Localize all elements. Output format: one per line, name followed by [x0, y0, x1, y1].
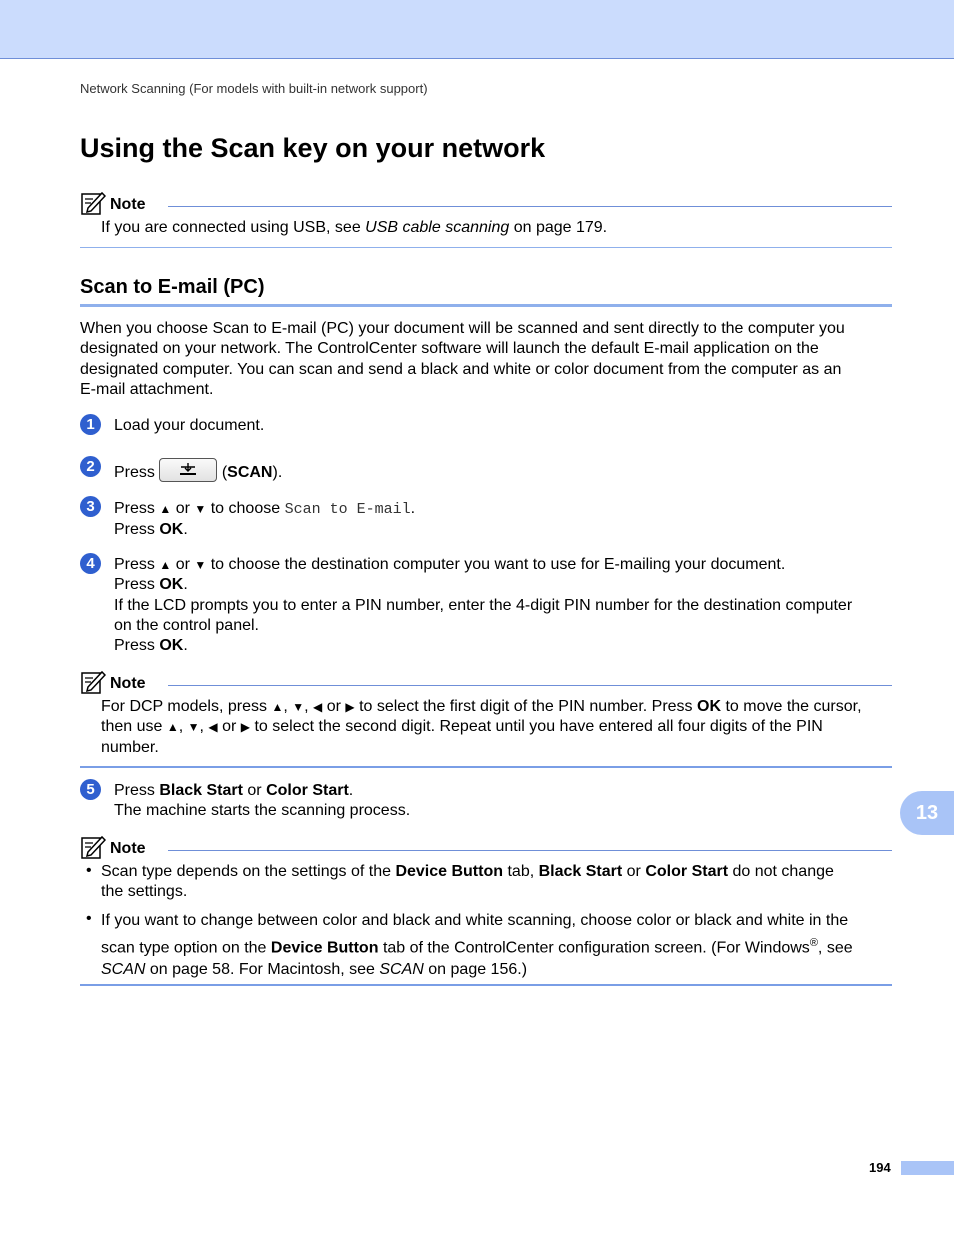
down-arrow-icon: ▼	[194, 558, 207, 572]
running-header: Network Scanning (For models with built-in network support)	[80, 81, 428, 96]
up-arrow-icon: ▲	[166, 720, 179, 735]
step-2-text: Press (SCAN).	[114, 458, 282, 483]
note-pencil-icon	[80, 834, 106, 860]
note-header	[80, 669, 892, 695]
step-1-text: Load your document.	[114, 417, 265, 434]
note-end-rule	[80, 766, 892, 768]
step-2-number: 2	[80, 456, 101, 477]
up-arrow-icon: ▲	[271, 700, 284, 714]
page-title: Using the Scan key on your network	[80, 133, 546, 163]
bullet: •	[86, 910, 92, 927]
note-header	[80, 834, 892, 860]
section-title: Scan to E-mail (PC)	[80, 276, 265, 298]
step-4-text: Press ▲ or ▼ to choose the destination computer you want to use for E-mailing your document. Press OK. If the LCD prompts you to enter a PIN number, enter the 4-digit PIN number for the destination computer on the control panel. Press OK.	[114, 556, 853, 655]
step-1-number: 1	[80, 414, 101, 435]
up-arrow-icon: ▲	[159, 558, 172, 572]
step-3-text: Press ▲ or ▼ to choose Scan to E-mail. Press OK.	[114, 500, 416, 539]
step-3-number: 3	[80, 496, 101, 517]
chapter-tab[interactable]: 13	[900, 791, 954, 835]
note-bullet-2: If you want to change between color and black and white scanning, choose color or black and white in the scan type option on the Device Button tab of the ControlCenter configuration screen. (For Windows®, see SCAN on page 58. For Macintosh, see SCAN on page 156.)	[101, 912, 853, 979]
note-pin-text: For DCP models, press ▲, ▼, ◀ or ▶ to select the first digit of the PIN number. Press OK to move the cursor, then use ▲, ▼, ◀ or ▶ to select the second digit. Repeat until you have entered all four digits of the PIN number.	[101, 698, 862, 756]
note-end-rule	[80, 984, 892, 986]
note-pencil-icon	[80, 190, 106, 216]
note-label: Note	[110, 196, 146, 213]
lcd-text: Scan to E-mail	[284, 501, 411, 518]
down-arrow-icon: ▼	[187, 720, 200, 735]
note-rule	[168, 685, 892, 686]
right-arrow-icon: ▶	[240, 720, 251, 735]
note-rule	[168, 206, 892, 207]
step-5-number: 5	[80, 779, 101, 800]
note-header	[80, 190, 892, 216]
section-rule	[80, 304, 892, 307]
left-arrow-icon: ◀	[313, 700, 323, 714]
note-end-rule	[80, 247, 892, 248]
note-pencil-icon	[80, 669, 106, 695]
step-5-text: Press Black Start or Color Start. The machine starts the scanning process.	[114, 782, 411, 820]
up-arrow-icon: ▲	[159, 502, 172, 516]
page-number-tab	[901, 1161, 954, 1175]
top-banner	[0, 0, 954, 59]
note-rule	[168, 850, 892, 851]
left-arrow-icon: ◀	[208, 720, 218, 735]
intro-paragraph: When you choose Scan to E-mail (PC) your document will be scanned and sent directly to the computer you designated on your network. The ControlCenter software will launch the default E-mail application on the designated computer. You can scan and send a black and white or color document from the computer as an E-mail attachment.	[80, 320, 845, 398]
scan-link[interactable]: SCAN	[379, 961, 424, 979]
right-arrow-icon: ▶	[345, 700, 355, 714]
page-number: 194	[869, 1160, 891, 1175]
note-bullet-1: Scan type depends on the settings of the Device Button tab, Black Start or Color Start do not change the settings.	[101, 863, 834, 901]
note-label: Note	[110, 840, 146, 857]
down-arrow-icon: ▼	[292, 700, 305, 714]
step-4-number: 4	[80, 553, 101, 574]
scan-link[interactable]: SCAN	[101, 961, 146, 979]
note-text: If you are connected using USB, see USB cable scanning on page 179.	[101, 219, 608, 236]
usb-link[interactable]: USB cable scanning	[365, 219, 510, 236]
bullet: •	[86, 862, 92, 879]
scan-key-icon	[159, 458, 217, 482]
down-arrow-icon: ▼	[194, 502, 207, 516]
note-label: Note	[110, 675, 146, 692]
